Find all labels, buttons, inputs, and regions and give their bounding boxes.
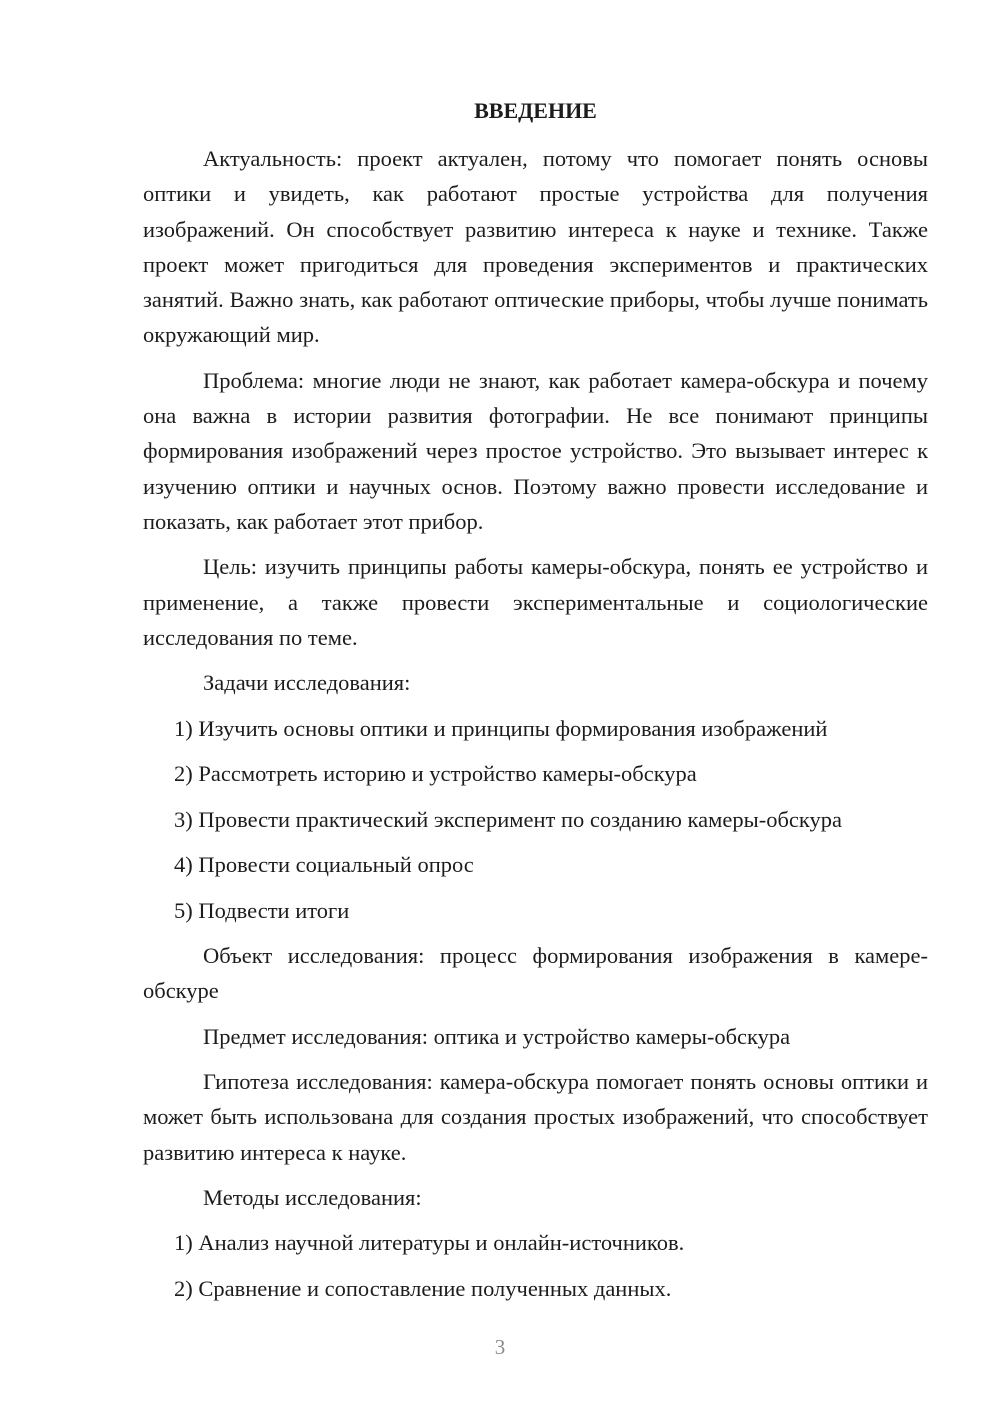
- subject-paragraph: Предмет исследования: оптика и устройство камеры-обскура: [203, 1023, 791, 1049]
- task-item-1: 1) Изучить основы оптики и принципы формирования изображений: [174, 715, 828, 741]
- task-item-3: 3) Провести практический эксперимент по созданию камеры-обскура: [174, 806, 843, 832]
- task-item-4: 4) Провести социальный опрос: [174, 852, 474, 878]
- goal-paragraph: Цель: изучить принципы работы камеры-обскура, понять ее устройство и применение, а также провести экспериментальные и социологические исследования по теме.: [143, 554, 928, 650]
- relevance-paragraph: Актуальность: проект актуален, потому что помогает понять основы оптики и увидеть, как работают простые устройства для получения изображений. Он способствует развитию интереса к науке и технике. Также проект может пригодиться для проведения экспериментов и практических занятий. Важно знать, как работают оптические приборы, чтобы лучше понимать окружающий мир.: [143, 146, 928, 348]
- methods-heading: Методы исследования:: [203, 1184, 422, 1210]
- page-number: 3: [494, 1335, 506, 1359]
- problem-paragraph: Проблема: многие люди не знают, как работает камера-обскура и почему она важна в истории развития фотографии. Не все понимают принципы формирования изображений через простое устройство. Это вызывает интерес к изучению оптики и научных основ. Поэтому важно провести исследование и показать, как работает этот прибор.: [143, 367, 928, 534]
- page-title: ВВЕДЕНИЕ: [474, 98, 597, 123]
- object-paragraph: Объект исследования: процесс формирования изображения в камере-обскуре: [143, 943, 928, 1004]
- tasks-heading: Задачи исследования:: [203, 670, 411, 696]
- task-item-5: 5) Подвести итоги: [174, 897, 350, 923]
- method-item-2: 2) Сравнение и сопоставление полученных данных.: [174, 1275, 672, 1301]
- task-item-2: 2) Рассмотреть историю и устройство камеры-обскура: [174, 761, 697, 787]
- method-item-1: 1) Анализ научной литературы и онлайн-источников.: [174, 1230, 685, 1256]
- hypothesis-paragraph: Гипотеза исследования: камера-обскура помогает понять основы оптики и может быть использована для создания простых изображений, что способствует развитию интереса к науке.: [143, 1069, 928, 1165]
